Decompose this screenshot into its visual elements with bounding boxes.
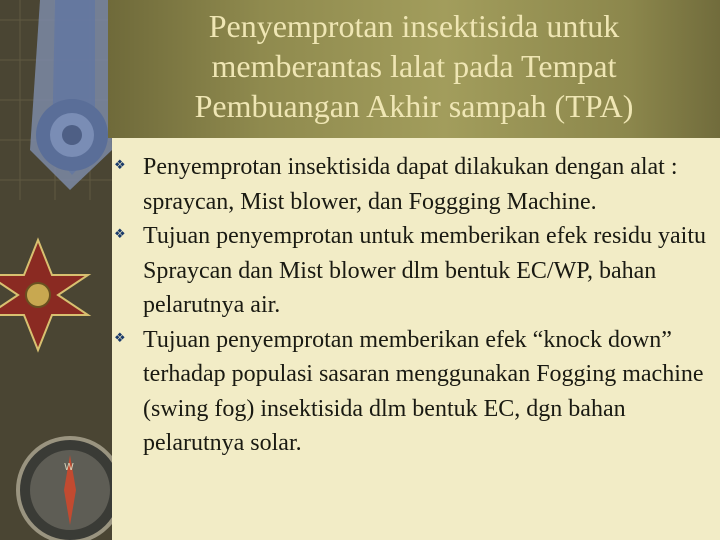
bullet-item xyxy=(112,150,712,219)
medal-collage-image xyxy=(0,0,112,540)
bullet-list xyxy=(112,150,712,461)
decorative-medal-collage xyxy=(0,0,112,540)
slide-title: Penyemprotan insektisida untuk memberantas lalat pada Tempat Pembuangan Akhir sampah (TPA) xyxy=(194,8,634,124)
bullet-text: Tujuan penyemprotan untuk memberikan efek residu yaitu Spraycan dan Mist blower dlm bentuk EC/WP, bahan pelarutnya air. xyxy=(143,223,706,318)
diamond-bullet-icon: ❖ xyxy=(114,157,126,172)
svg-text:W: W xyxy=(64,462,74,473)
bullet-item xyxy=(112,323,712,461)
diamond-bullet-icon: ❖ xyxy=(114,226,126,241)
bullet-item xyxy=(112,219,712,323)
diamond-bullet-icon: ❖ xyxy=(114,329,126,345)
bullet-text: Penyemprotan insektisida dapat dilakukan dengan alat : spraycan, Mist blower, dan Foggging Machine. xyxy=(143,154,678,215)
bullet-text: Tujuan penyemprotan memberikan efek “knock down” terhadap populasi sasaran menggunakan Fogging machine (swing fog) insektisida dlm bentuk EC, dgn bahan pelarutnya solar. xyxy=(143,326,704,456)
